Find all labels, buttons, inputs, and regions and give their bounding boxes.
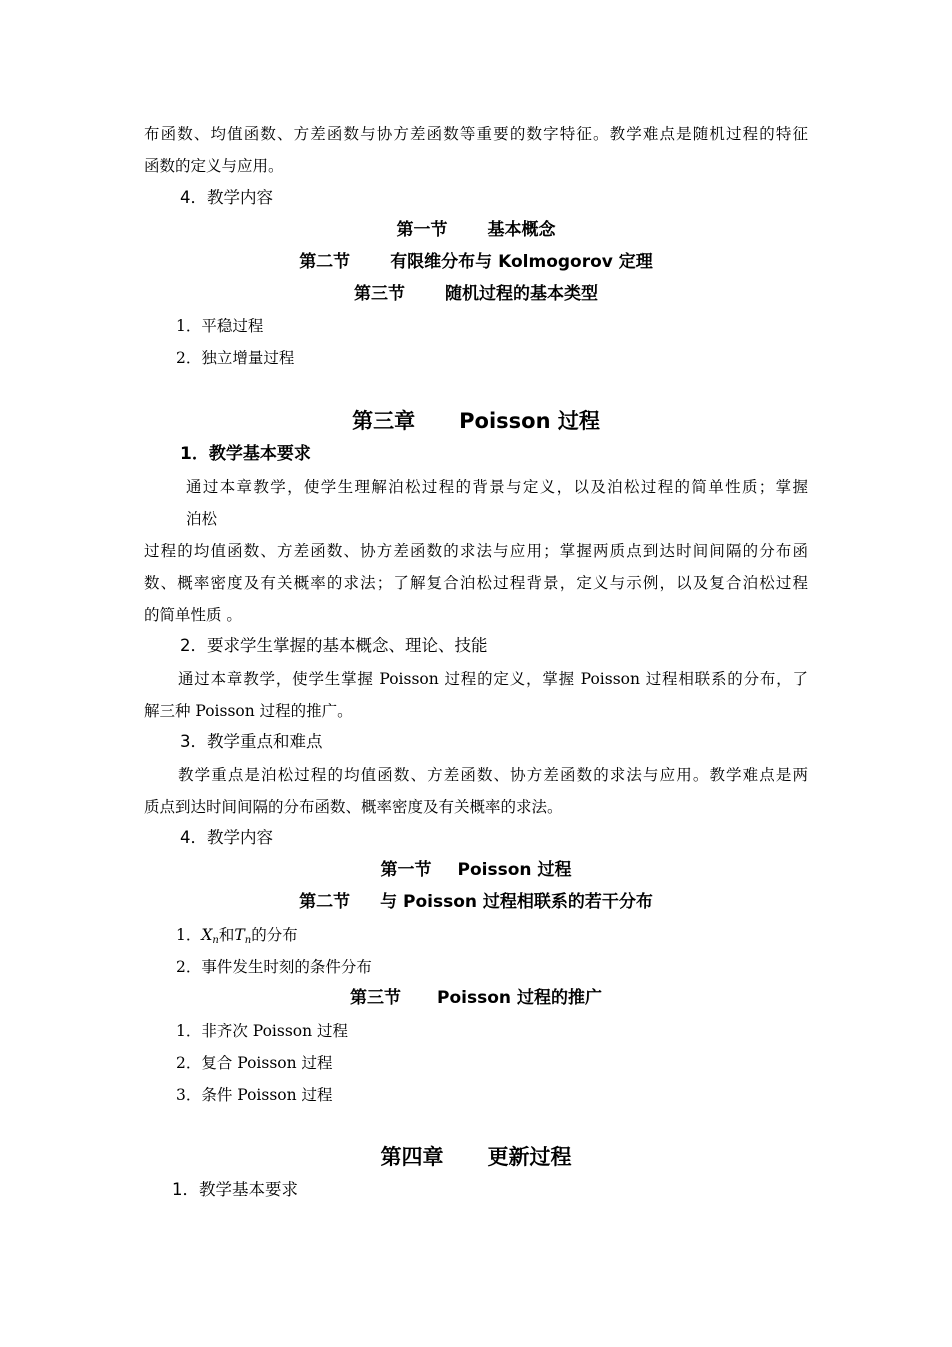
body-text-line: 通过本章教学，使学生掌握 Poisson 过程的定义，掌握 Poisson 过程相联系的分布，了 — [178, 670, 808, 688]
chapter-heading — [0, 1144, 952, 1170]
section-heading — [0, 284, 952, 304]
body-text-line: 通过本章教学，使学生理解泊松过程的背景与定义，以及泊松过程的简单性质；掌握 — [186, 478, 808, 496]
list-number: 1． — [176, 926, 202, 944]
subsection-heading: 2．要求学生掌握的基本概念、理论、技能 — [180, 636, 488, 655]
chapter-heading — [0, 408, 952, 434]
section-title: 基本概念 — [487, 220, 556, 240]
section-label: 第二节 — [299, 252, 351, 272]
list-item: 2．复合 Poisson 过程 — [176, 1054, 333, 1072]
section-heading — [0, 988, 952, 1008]
subsection-heading: 4．教学内容 — [180, 828, 273, 847]
subsection-heading: 1．教学基本要求 — [172, 1180, 298, 1199]
section-title: 有限维分布与 Kolmogorov 定理 — [390, 252, 653, 272]
chapter-label: 第四章 — [380, 1145, 444, 1169]
list-text: 的分布 — [251, 926, 298, 944]
section-label: 第一节 — [396, 220, 448, 240]
section-label: 第二节 — [299, 892, 351, 912]
section-heading — [0, 892, 952, 912]
section-title: 与 Poisson 过程相联系的若干分布 — [380, 892, 653, 912]
list-item — [176, 925, 298, 945]
list-item: 1．平稳过程 — [176, 317, 264, 335]
list-item: 2．独立增量过程 — [176, 349, 295, 367]
section-heading — [0, 252, 952, 272]
section-label: 第一节 — [380, 860, 432, 880]
list-item: 2．事件发生时刻的条件分布 — [176, 958, 372, 976]
list-item: 1．非齐次 Poisson 过程 — [176, 1022, 349, 1040]
body-text-line: 的简单性质 。 — [144, 606, 242, 624]
section-title: 随机过程的基本类型 — [445, 284, 598, 304]
list-text: 和 — [218, 926, 235, 944]
body-text-line: 教学重点是泊松过程的均值函数、方差函数、协方差函数的求法与应用。教学难点是两 — [178, 766, 808, 784]
body-text-line: 解三种 Poisson 过程的推广。 — [144, 702, 353, 720]
body-text-line: 布函数、均值函数、方差函数与协方差函数等重要的数字特征。教学难点是随机过程的特征 — [144, 125, 808, 143]
body-text-line: 数、概率密度及有关概率的求法；了解复合泊松过程背景，定义与示例，以及复合泊松过程 — [144, 574, 808, 592]
section-title: Poisson 过程 — [457, 860, 572, 880]
list-heading: 4．教学内容 — [180, 188, 273, 207]
math-subscript: n — [244, 935, 252, 946]
chapter-title: Poisson 过程 — [459, 409, 600, 433]
chapter-label: 第三章 — [352, 409, 416, 433]
body-text-line: 泊松 — [186, 510, 218, 528]
section-title: Poisson 过程的推广 — [437, 988, 602, 1008]
body-text-line: 过程的均值函数、方差函数、协方差函数的求法与应用；掌握两质点到达时间间隔的分布函 — [144, 542, 808, 560]
body-text-line: 质点到达时间间隔的分布函数、概率密度及有关概率的求法。 — [144, 798, 563, 816]
math-variable: X — [201, 926, 213, 944]
subsection-heading: 3．教学重点和难点 — [180, 732, 323, 751]
section-label: 第三节 — [350, 988, 402, 1008]
section-heading — [0, 860, 952, 880]
section-heading — [0, 220, 952, 240]
math-variable: T — [234, 926, 245, 944]
math-subscript: n — [212, 935, 219, 946]
section-label: 第三节 — [354, 284, 405, 304]
subsection-heading: 1．教学基本要求 — [180, 444, 311, 464]
list-item: 3．条件 Poisson 过程 — [176, 1086, 333, 1104]
body-text-line: 函数的定义与应用。 — [144, 157, 284, 175]
chapter-title: 更新过程 — [487, 1145, 572, 1169]
